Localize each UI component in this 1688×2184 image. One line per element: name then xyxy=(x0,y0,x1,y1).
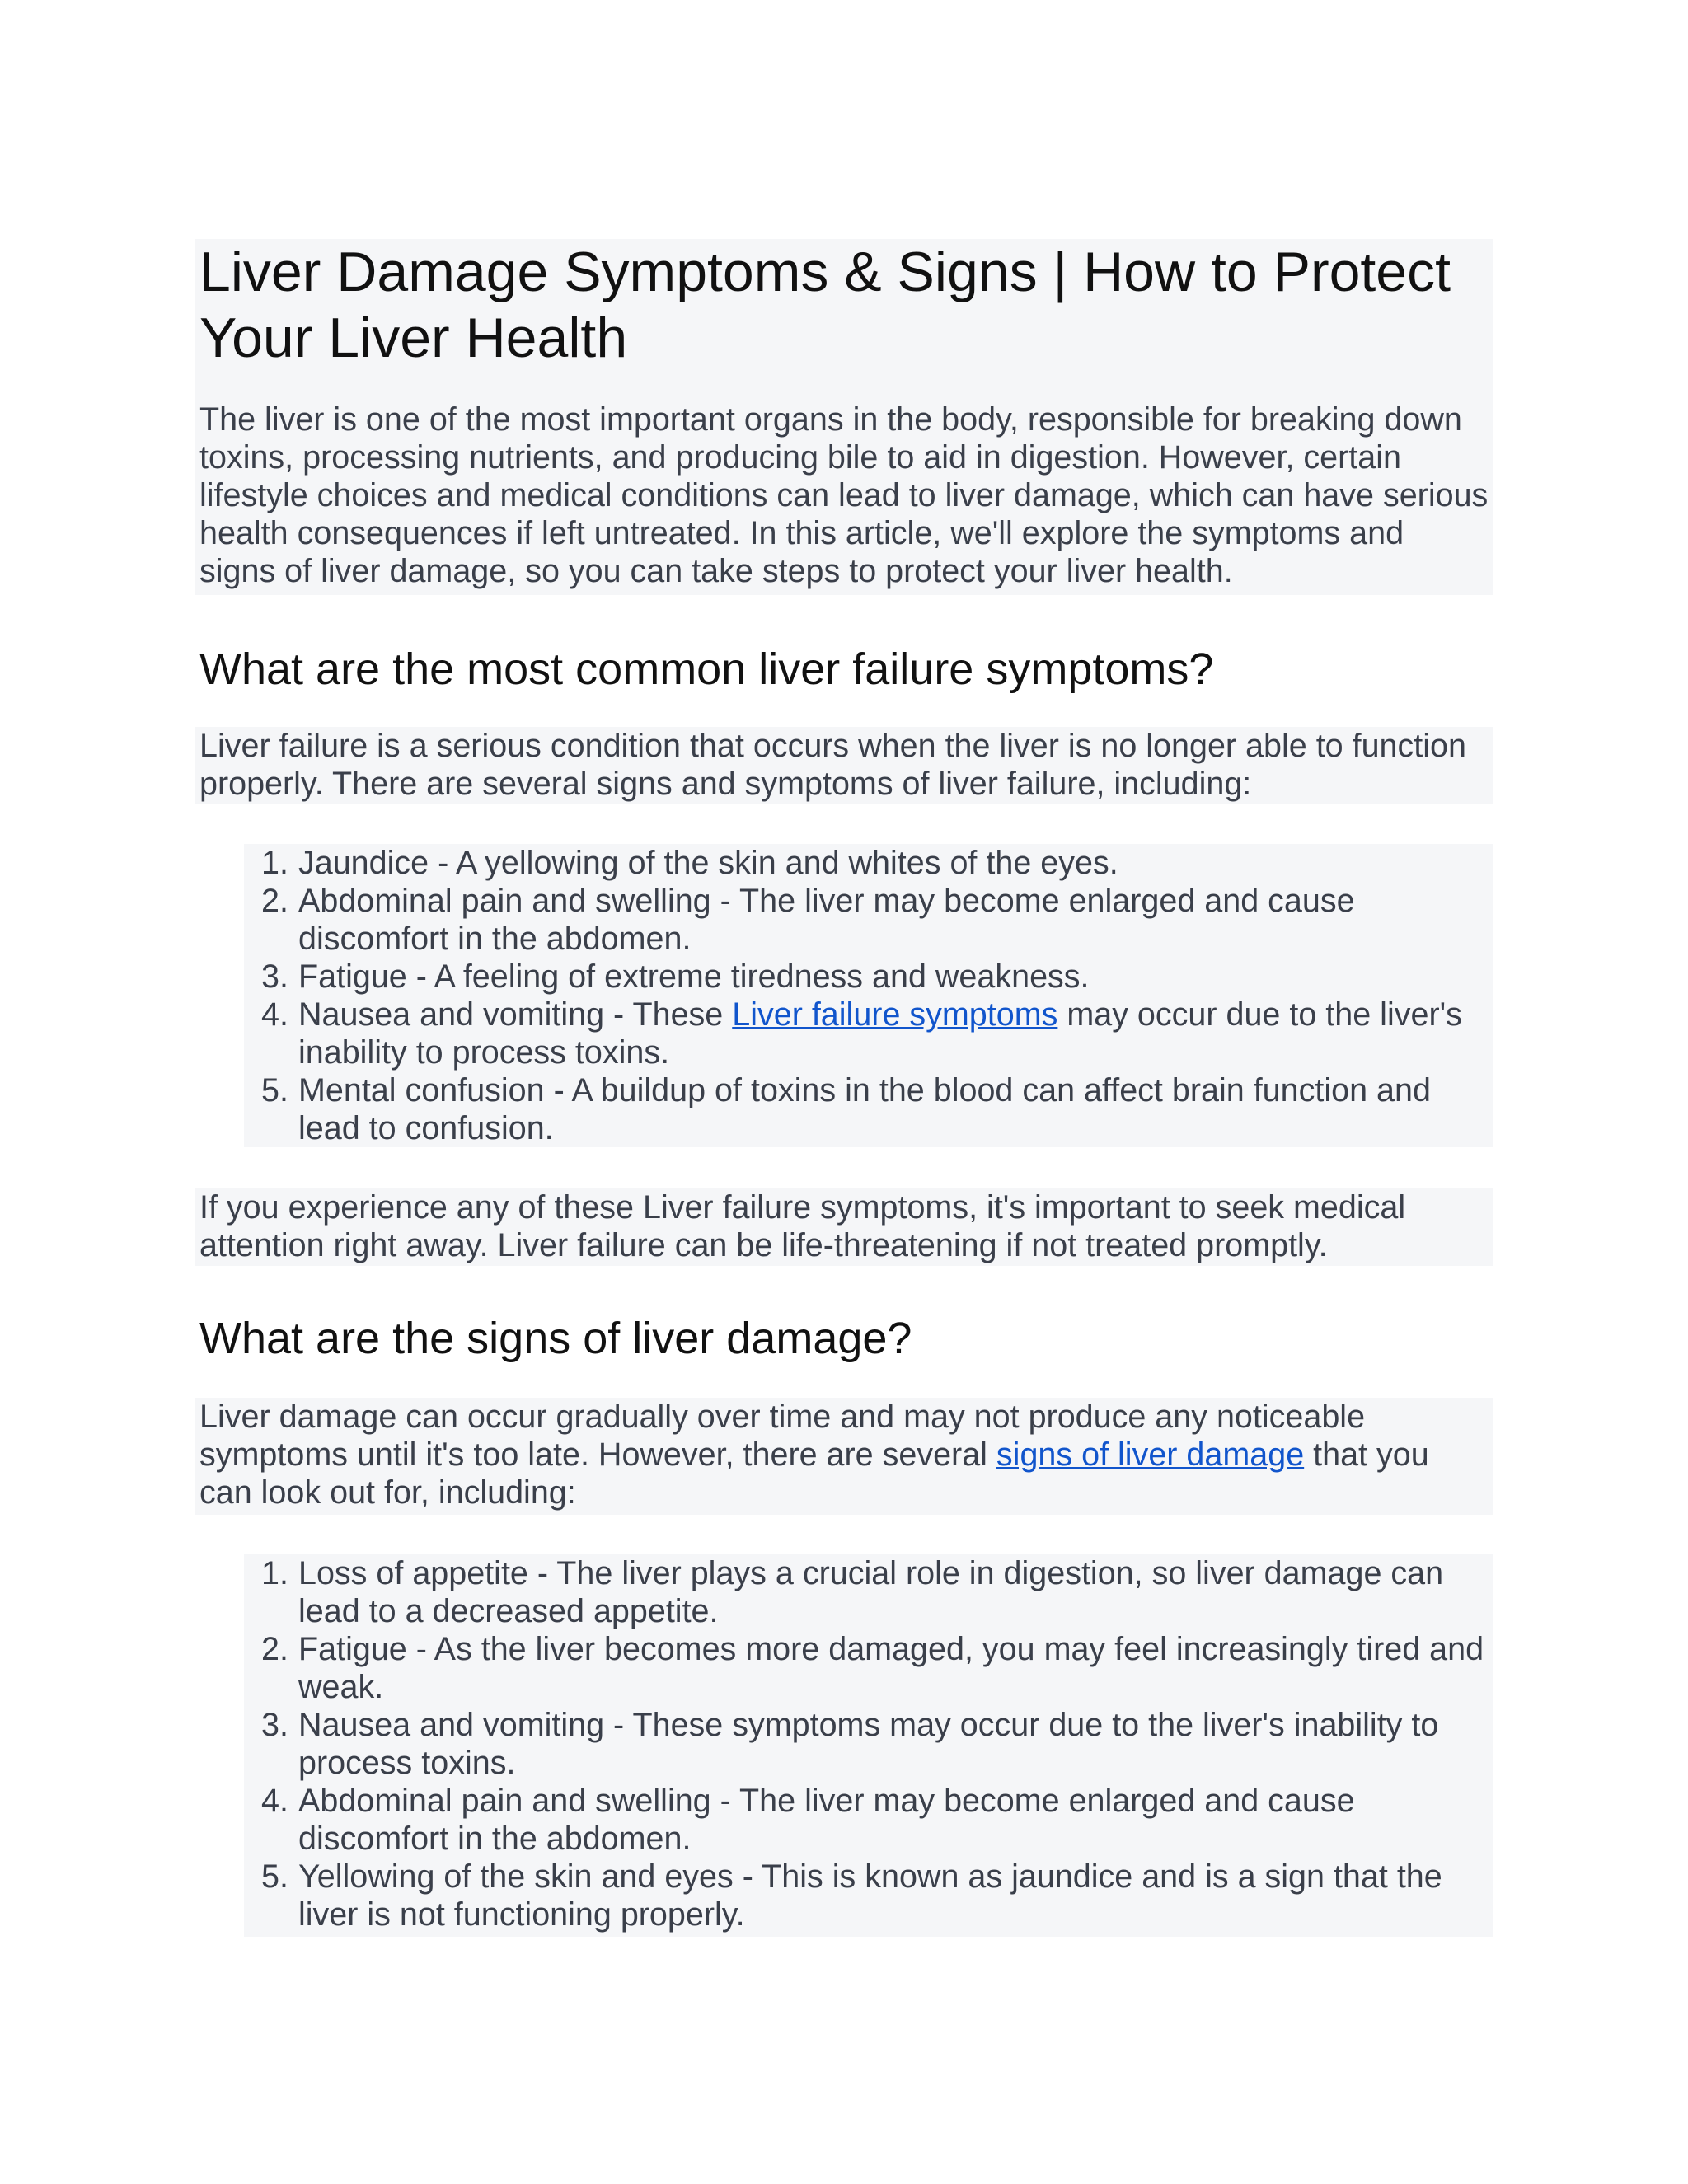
list-item-text: Abdominal pain and swelling - The liver may become enlarged and cause discomfort in the abdomen. xyxy=(298,1783,1355,1857)
list-number: 3. xyxy=(261,958,288,995)
section1-paragraph: Liver failure is a serious condition that occurs when the liver is no longer able to function properly. There are several signs and symptoms of liver failure, including: xyxy=(199,728,1466,802)
list-item xyxy=(261,1858,1493,1933)
intro-paragraph: The liver is one of the most important organs in the body, responsible for breaking down toxins, processing nutrients, and producing bile to aid in digestion. However, certain lifestyle choices and medical conditions can lead to liver damage, which can have serious health consequences if left untreated. In this article, we'll explore the symptoms and signs of liver damage, so you can take steps to protect your liver health. xyxy=(199,401,1489,589)
list-number: 5. xyxy=(261,1858,288,1895)
list-item-text: Fatigue - As the liver becomes more damaged, you may feel increasingly tired and weak. xyxy=(298,1631,1484,1705)
list-item xyxy=(261,1706,1493,1782)
list-item-text-before: Nausea and vomiting - These xyxy=(298,996,733,1033)
section2-paragraph xyxy=(195,1398,1493,1511)
title-block xyxy=(195,239,1493,595)
section1-list-block xyxy=(195,844,1493,1147)
section2-list-block xyxy=(195,1554,1493,1937)
list-number: 3. xyxy=(261,1707,288,1743)
section2-paragraph-text-after: that you can look out for, including: xyxy=(199,1436,1429,1511)
list-item-text: Mental confusion - A buildup of toxins in the blood can affect brain function and lead to confusion. xyxy=(298,1072,1431,1146)
article xyxy=(195,239,1493,1937)
section1-paragraph-block xyxy=(195,727,1493,804)
list-number: 2. xyxy=(261,883,288,919)
section1-closing-block xyxy=(195,1188,1493,1266)
list-number: 2. xyxy=(261,1631,288,1667)
signs-of-liver-damage-link[interactable]: signs of liver damage xyxy=(996,1436,1305,1473)
section2-paragraph-text-before: Liver damage can occur gradually over time and may not produce any noticeable symptoms until it's too late. However, there are several xyxy=(199,1399,1366,1473)
list-item xyxy=(261,1630,1493,1706)
list-item-text: Yellowing of the skin and eyes - This is known as jaundice and is a sign that the liver is not functioning properly. xyxy=(298,1858,1442,1933)
list-item xyxy=(261,1071,1493,1147)
list-number: 4. xyxy=(261,1783,288,1819)
list-item xyxy=(261,1782,1493,1858)
list-number: 1. xyxy=(261,1555,288,1591)
list-item-text: Nausea and vomiting - These symptoms may occur due to the liver's inability to process toxins. xyxy=(298,1707,1439,1781)
section1-heading: What are the most common liver failure symptoms? xyxy=(199,644,1214,694)
list-number: 5. xyxy=(261,1072,288,1108)
list-item-text: Abdominal pain and swelling - The liver may become enlarged and cause discomfort in the abdomen. xyxy=(298,883,1355,957)
list-item xyxy=(261,882,1493,958)
list-item xyxy=(261,958,1493,996)
section1-closing: If you experience any of these Liver failure symptoms, it's important to seek medical attention right away. Liver failure can be life-threatening if not treated promptly. xyxy=(199,1189,1406,1263)
list-item xyxy=(261,1554,1493,1630)
page-title: Liver Damage Symptoms & Signs | How to Protect Your Liver Health xyxy=(199,241,1451,369)
list-number: 1. xyxy=(261,845,288,881)
list-item xyxy=(261,996,1493,1071)
list-item-text: Jaundice - A yellowing of the skin and whites of the eyes. xyxy=(298,845,1118,881)
section2-list xyxy=(244,1554,1493,1937)
list-item-text: Fatigue - A feeling of extreme tiredness and weakness. xyxy=(298,958,1090,995)
list-item xyxy=(261,844,1493,882)
list-item-text-after: may occur due to the liver's inability to process toxins. xyxy=(298,996,1462,1071)
list-item-text: Loss of appetite - The liver plays a crucial role in digestion, so liver damage can lead to a decreased appetite. xyxy=(298,1555,1444,1629)
liver-failure-symptoms-link[interactable]: Liver failure symptoms xyxy=(732,996,1058,1033)
list-number: 4. xyxy=(261,996,288,1033)
section2-paragraph-block xyxy=(195,1398,1493,1515)
section2-heading: What are the signs of liver damage? xyxy=(199,1314,912,1363)
section1-list xyxy=(244,844,1493,1147)
